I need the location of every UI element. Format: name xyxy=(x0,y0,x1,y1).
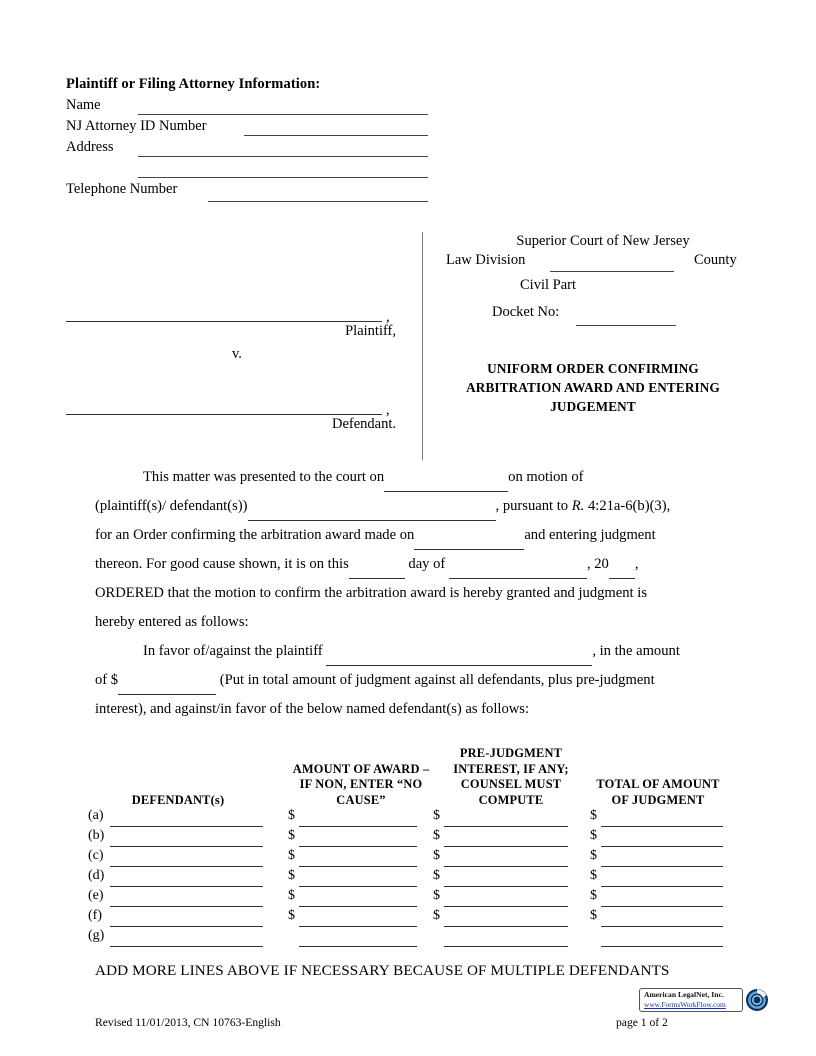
total-judgment-input-line[interactable] xyxy=(601,946,723,947)
body-line-2-text-a: (plaintiff(s)/ defendant(s)) xyxy=(95,498,248,514)
prejudgment-interest-input-line[interactable] xyxy=(444,886,568,887)
defendant-name-input-line[interactable] xyxy=(110,886,263,887)
prejudgment-interest-input-line[interactable] xyxy=(444,866,568,867)
american-legalnet-logo-badge xyxy=(639,988,743,1012)
field-address xyxy=(66,139,446,160)
field-address-label: Address xyxy=(66,139,114,155)
dollar-sign: $ xyxy=(288,808,295,823)
dollar-sign: $ xyxy=(590,908,597,923)
total-judgment-input-line[interactable] xyxy=(601,866,723,867)
table-row xyxy=(88,868,728,888)
judgment-table-header-row xyxy=(88,742,728,808)
order-day-input-line[interactable] xyxy=(349,564,405,579)
field-name-input-line[interactable] xyxy=(138,114,428,115)
body-line-3-text-a: for an Order confirming the arbitration award made on xyxy=(95,527,415,543)
dollar-sign: $ xyxy=(288,828,295,843)
attorney-block-heading: Plaintiff or Filing Attorney Information: xyxy=(66,76,321,92)
order-title: UNIFORM ORDER CONFIRMING ARBITRATION AWARD AND ENTERING JUDGEMENT xyxy=(466,361,720,414)
dollar-sign: $ xyxy=(590,868,597,883)
body-line-8-text-a: of $ xyxy=(95,672,119,688)
party-caption-block xyxy=(66,300,406,433)
award-amount-input-line[interactable] xyxy=(299,926,417,927)
award-amount-input-line[interactable] xyxy=(299,826,417,827)
county-input-line[interactable] xyxy=(550,271,674,272)
dollar-sign: $ xyxy=(288,908,295,923)
body-line-2-text-b: , pursuant to xyxy=(495,498,569,514)
body-line-2-text-c: 4:21a-6(b)(3), xyxy=(587,498,671,514)
award-date-input-line[interactable] xyxy=(414,535,524,550)
body-line-2 xyxy=(95,492,725,521)
field-address-line2 xyxy=(66,160,446,181)
field-name-label: Name xyxy=(66,97,101,113)
plaintiff-role-label: Plaintiff, xyxy=(345,323,396,339)
rule-citation-italic: R. xyxy=(571,498,585,514)
dollar-sign: $ xyxy=(590,828,597,843)
body-line-4-text-d: , xyxy=(634,556,639,572)
dollar-sign: $ xyxy=(433,828,440,843)
prejudgment-interest-input-line[interactable] xyxy=(444,906,568,907)
prejudgment-interest-input-line[interactable] xyxy=(444,926,568,927)
dollar-sign: $ xyxy=(433,808,440,823)
total-judgment-input-line[interactable] xyxy=(601,926,723,927)
body-line-8 xyxy=(95,666,725,695)
prejudgment-interest-input-line[interactable] xyxy=(444,846,568,847)
field-name xyxy=(66,97,446,118)
caption-vertical-divider xyxy=(422,232,423,460)
column-header-amount-of-award: AMOUNT OF AWARD – IF NON, ENTER “NO CAUSE” xyxy=(292,761,430,807)
footer-revision-info: Revised 11/01/2013, CN 10763-English xyxy=(95,1016,281,1029)
body-line-5: ORDERED that the motion to confirm the arbitration award is hereby granted and judgment is xyxy=(95,585,647,601)
plaintiff-name-input-line[interactable] xyxy=(66,321,382,322)
dollar-sign: $ xyxy=(433,908,440,923)
table-row xyxy=(88,848,728,868)
defendant-name-input-line[interactable] xyxy=(110,946,263,947)
body-line-1-text-b: on motion of xyxy=(508,469,584,485)
court-part-label: Civil Part xyxy=(520,277,576,293)
total-amount-input-line[interactable] xyxy=(118,680,216,695)
body-line-7 xyxy=(95,637,725,666)
body-line-4-text-c: , 20 xyxy=(586,556,609,572)
field-telephone-number xyxy=(66,181,446,205)
dollar-sign: $ xyxy=(433,888,440,903)
row-label: (c) xyxy=(88,848,104,863)
column-header-prejudgment-interest: PRE-JUDGMENT INTEREST, IF ANY; COUNSEL MUST COMPUTE xyxy=(453,746,569,807)
dollar-sign: $ xyxy=(590,848,597,863)
field-address-input-line[interactable] xyxy=(138,156,428,157)
plaintiff-name-row xyxy=(66,300,406,325)
table-row xyxy=(88,808,728,828)
court-header-block xyxy=(432,233,750,330)
order-body-text xyxy=(95,463,725,724)
versus-label: v. xyxy=(232,346,242,362)
table-row xyxy=(88,888,728,908)
total-judgment-input-line[interactable] xyxy=(601,826,723,827)
award-amount-input-line[interactable] xyxy=(299,906,417,907)
defendant-name-row xyxy=(66,393,406,418)
dollar-sign: $ xyxy=(433,868,440,883)
body-line-3 xyxy=(95,521,725,550)
dollar-sign: $ xyxy=(288,848,295,863)
field-telephone-number-input-line[interactable] xyxy=(208,201,428,202)
total-judgment-input-line[interactable] xyxy=(601,886,723,887)
add-more-lines-note: ADD MORE LINES ABOVE IF NECESSARY BECAUSE OF MULTIPLE DEFENDANTS xyxy=(95,962,670,979)
docket-number-input-line[interactable] xyxy=(576,325,676,326)
row-label: (b) xyxy=(88,828,105,843)
body-line-1 xyxy=(95,463,725,492)
award-amount-input-line[interactable] xyxy=(299,866,417,867)
defendant-name-input-line[interactable] xyxy=(66,414,382,415)
prejudgment-interest-input-line[interactable] xyxy=(444,826,568,827)
hearing-date-input-line[interactable] xyxy=(384,477,508,492)
favor-plaintiff-input-line[interactable] xyxy=(326,651,592,666)
body-line-4 xyxy=(95,550,725,579)
dollar-sign: $ xyxy=(590,808,597,823)
body-line-9: interest), and against/in favor of the below named defendant(s) as follows: xyxy=(95,701,530,717)
body-line-1-text-a: This matter was presented to the court on xyxy=(143,469,385,485)
county-label: County xyxy=(694,252,737,268)
judgment-table xyxy=(88,742,728,948)
award-amount-input-line[interactable] xyxy=(299,946,417,947)
dollar-sign: $ xyxy=(288,868,295,883)
field-nj-attorney-id xyxy=(66,118,446,139)
logo-company-name: American LegalNet, Inc. xyxy=(644,990,724,999)
court-division-label: Law Division xyxy=(446,252,526,268)
dollar-sign: $ xyxy=(288,888,295,903)
field-nj-attorney-id-input-line[interactable] xyxy=(244,135,428,136)
award-amount-input-line[interactable] xyxy=(299,846,417,847)
order-month-input-line[interactable] xyxy=(449,564,587,579)
row-label: (f) xyxy=(88,908,102,923)
body-line-6: hereby entered as follows: xyxy=(95,614,249,630)
moving-party-input-line[interactable] xyxy=(248,506,496,521)
order-year-input-line[interactable] xyxy=(609,564,635,579)
table-row xyxy=(88,908,728,928)
column-header-defendants: DEFENDANT(s) xyxy=(131,792,225,807)
row-label: (d) xyxy=(88,868,105,883)
court-division-row xyxy=(432,252,750,276)
footer-page-number: page 1 of 2 xyxy=(616,1016,668,1029)
defendant-name-input-line[interactable] xyxy=(110,866,263,867)
defendant-role-label: Defendant. xyxy=(331,416,396,432)
total-judgment-input-line[interactable] xyxy=(601,846,723,847)
row-label: (a) xyxy=(88,808,104,823)
docket-number-label: Docket No: xyxy=(492,304,560,320)
body-line-4-text-b: day of xyxy=(408,556,446,572)
judgment-table-body xyxy=(88,808,728,948)
defendant-name-input-line[interactable] xyxy=(110,826,263,827)
body-line-4-text-a: thereon. For good cause shown, it is on this xyxy=(95,556,349,572)
defendant-name-input-line[interactable] xyxy=(110,846,263,847)
prejudgment-interest-input-line[interactable] xyxy=(444,946,568,947)
table-row xyxy=(88,828,728,848)
award-amount-input-line[interactable] xyxy=(299,886,417,887)
field-telephone-number-label: Telephone Number xyxy=(66,181,178,197)
body-line-7-text-b: , in the amount xyxy=(592,643,680,659)
docket-row xyxy=(432,304,750,330)
field-nj-attorney-id-label: NJ Attorney ID Number xyxy=(66,118,207,134)
body-line-7-text-a: In favor of/against the plaintiff xyxy=(143,643,323,659)
body-line-8-text-b: (Put in total amount of judgment against all defendants, plus pre-judgment xyxy=(219,672,655,688)
row-label: (e) xyxy=(88,888,104,903)
total-judgment-input-line[interactable] xyxy=(601,906,723,907)
field-address-line2-input-line[interactable] xyxy=(138,177,428,178)
plaintiff-comma: , xyxy=(386,309,390,325)
table-row xyxy=(88,928,728,948)
defendant-name-input-line[interactable] xyxy=(110,926,263,927)
defendant-comma: , xyxy=(386,402,390,418)
column-header-total-judgment: TOTAL OF AMOUNT OF JUDGMENT xyxy=(596,777,720,807)
body-line-3-text-b: and entering judgment xyxy=(524,527,656,543)
court-name: Superior Court of New Jersey xyxy=(516,233,690,249)
logo-website-link[interactable]: www.FormsWorkFlow.com xyxy=(644,1000,726,1009)
row-label: (g) xyxy=(88,928,105,943)
dollar-sign: $ xyxy=(433,848,440,863)
dollar-sign: $ xyxy=(590,888,597,903)
party-spacer xyxy=(66,363,406,393)
globe-icon xyxy=(745,988,769,1012)
attorney-information-block xyxy=(66,76,446,205)
defendant-name-input-line[interactable] xyxy=(110,906,263,907)
